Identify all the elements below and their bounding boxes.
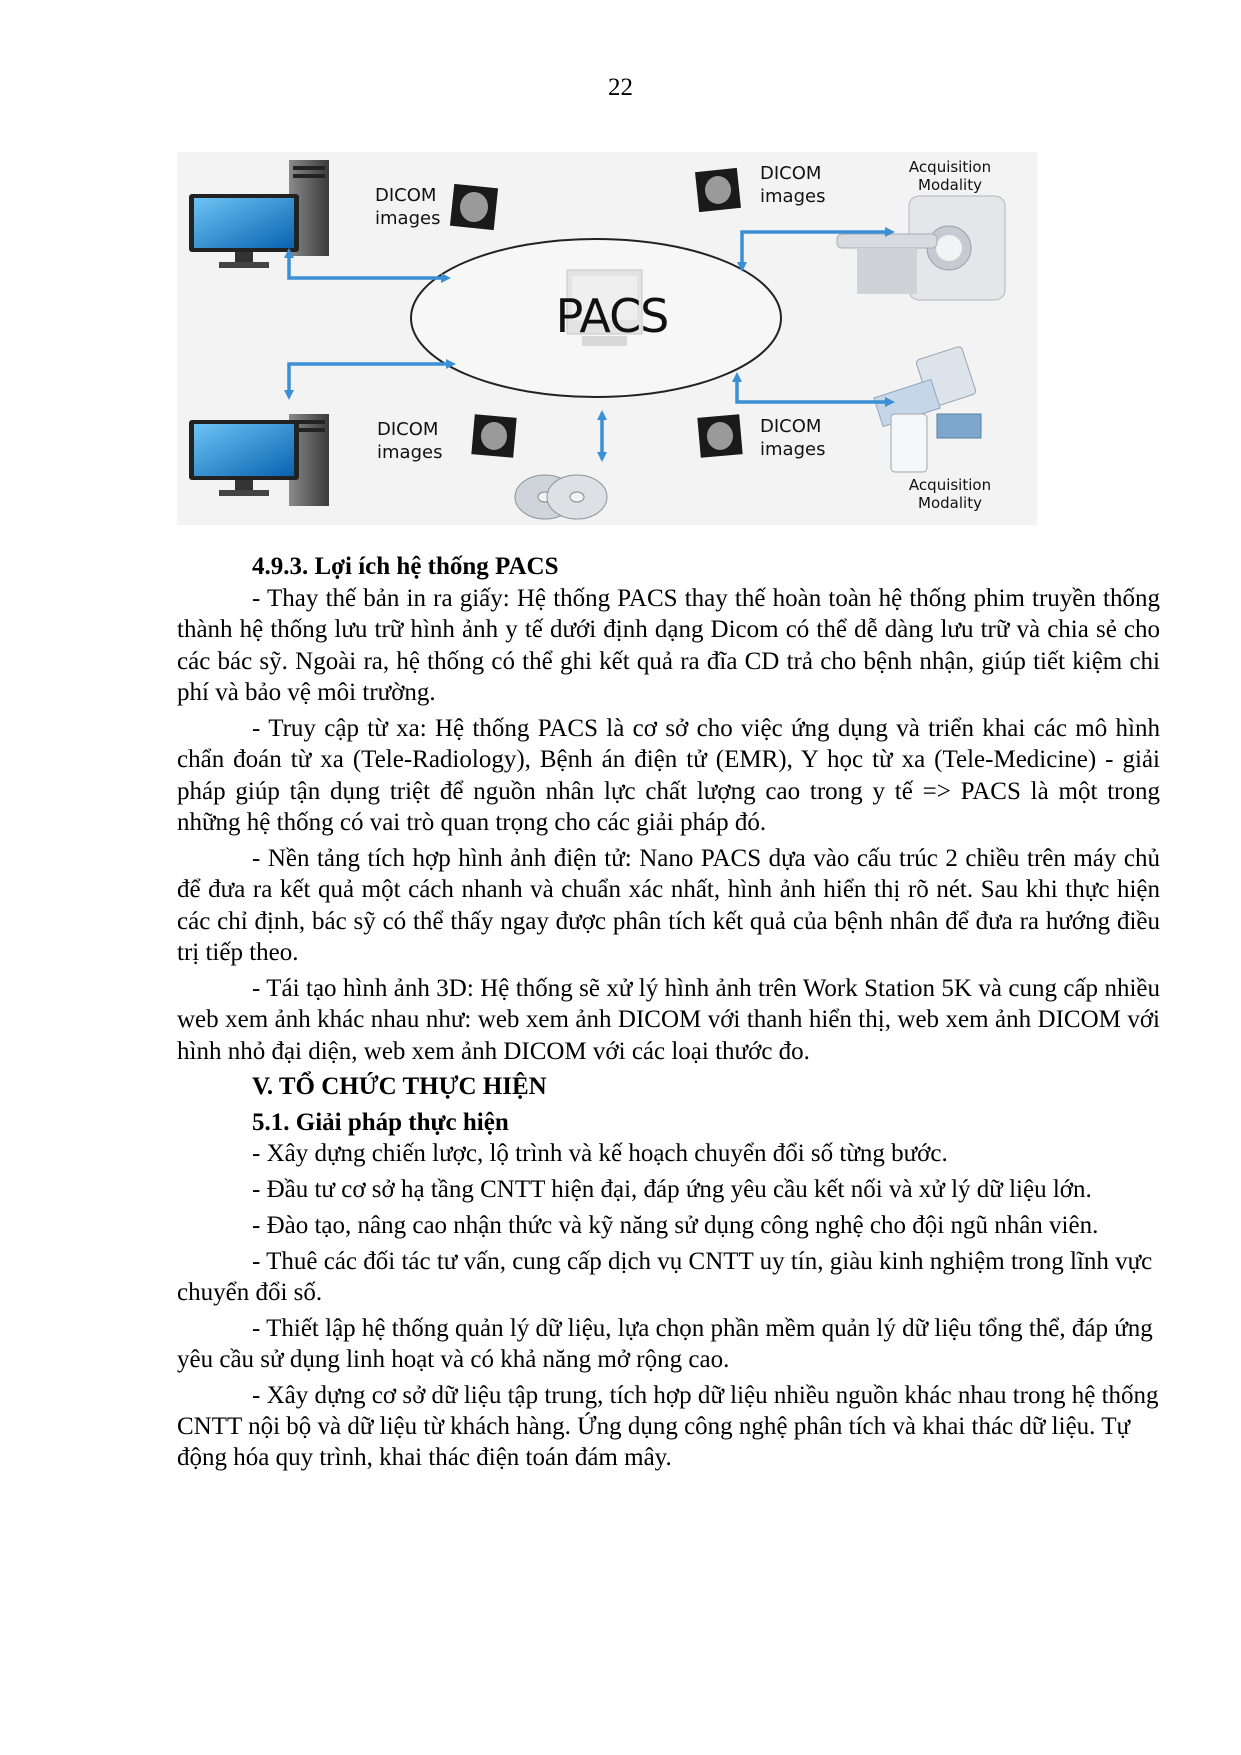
dicom-thumbnail-icon <box>471 414 516 458</box>
computer-bottom-left-icon <box>189 414 329 506</box>
document-body <box>177 551 1160 1478</box>
section-heading-4-9-3: 4.9.3. Lợi ích hệ thống PACS <box>252 553 559 580</box>
list-item: - Đầu tư cơ sở hạ tầng CNTT hiện đại, đáp ứng yêu cầu kết nối và xử lý dữ liệu lớn. <box>252 1176 1092 1203</box>
subsection-heading-5-1: 5.1. Giải pháp thực hiện <box>252 1108 509 1136</box>
arrow-bottom-right <box>737 376 891 402</box>
dicom-images-label: DICOM images <box>375 185 441 229</box>
pacs-center-label: PACS <box>555 289 669 343</box>
list-item: - Thuê các đối tác tư vấn, cung cấp dịch vụ CNTT uy tín, giàu kinh nghiệm trong lĩnh vực chuyển đổi số. <box>177 1248 1153 1306</box>
section-heading-v: V. TỔ CHỨC THỰC HIỆN <box>252 1073 547 1100</box>
dicom-thumbnail-icon <box>695 168 741 212</box>
cd-disc-icon <box>515 475 607 519</box>
list-item: - Đào tạo, nâng cao nhận thức và kỹ năng sử dụng công nghệ cho đội ngũ nhân viên. <box>252 1212 1099 1239</box>
paragraph: - Truy cập từ xa: Hệ thống PACS là cơ sở cho việc ứng dụng và triển khai các mô hình chẩn đoán từ xa (Tele-Radiology), Bệnh án điện tử (EMR), Y học từ xa (Tele-Medicine) - giải pháp giúp tận dụng triệt để nguồn nhân lực chất lượng cao trong y tế => PACS là một trong những hệ thống có vai trò quan trọng cho các giải pháp đó. <box>177 714 1160 836</box>
page-number: 22 <box>608 74 633 101</box>
list-item: - Xây dựng chiến lược, lộ trình và kế hoạch chuyển đổi số từng bước. <box>252 1140 948 1167</box>
arrow-bottom-left <box>289 364 452 396</box>
xray-machine-icon <box>874 346 981 472</box>
paragraph: - Thay thế bản in ra giấy: Hệ thống PACS thay thế hoàn toàn hệ thống phim truyền thống thành hệ thống lưu trữ hình ảnh y tế dưới định dạng Dicom có thể dễ dàng lưu trữ và chia sẻ cho các bác sỹ. Ngoài ra, hệ thống có thể ghi kết quả ra đĩa CD trả cho bệnh nhận, giúp tiết kiệm chi phí và bảo vệ môi trường. <box>177 584 1160 706</box>
paragraph: - Nền tảng tích hợp hình ảnh điện tử: Nano PACS dựa vào cấu trúc 2 chiều trên máy chủ để đưa ra kết quả một cách nhanh và chuẩn xác nhất, hình ảnh hiển thị rõ nét. Sau khi thực hiện các chỉ định, bác sỹ có thể thấy ngay được phân tích kết quả của bệnh nhân để đưa ra hướng điều trị tiếp theo. <box>177 844 1160 966</box>
dicom-images-label: DICOM images <box>760 163 826 207</box>
dicom-thumbnail-icon <box>450 184 498 230</box>
dicom-thumbnail-icon <box>697 414 742 458</box>
computer-top-left-icon <box>189 160 329 268</box>
dicom-images-label: DICOM images <box>377 419 443 463</box>
paragraph: - Tái tạo hình ảnh 3D: Hệ thống sẽ xử lý hình ảnh trên Work Station 5K và cung cấp nhiều web xem ảnh khác nhau như: web xem ảnh DICOM với thanh hiển thị, web xem ảnh DICOM với hình nhỏ đại diện, web xem ảnh DICOM với các loại thước đo. <box>177 974 1160 1065</box>
pacs-diagram <box>177 152 1037 525</box>
list-item: - Xây dựng cơ sở dữ liệu tập trung, tích hợp dữ liệu nhiều nguồn khác nhau trong hệ thống CNTT nội bộ và dữ liệu từ khách hàng. Ứng dụng công nghệ phân tích và khai thác dữ liệu. Tự động hóa quy trình, khai thác điện toán đám mây. <box>177 1382 1159 1471</box>
ct-scanner-icon <box>837 196 1005 300</box>
acquisition-modality-label: Acquisition Modality <box>908 158 992 194</box>
list-item: - Thiết lập hệ thống quản lý dữ liệu, lựa chọn phần mềm quản lý dữ liệu tổng thể, đáp ứng yêu cầu sử dụng linh hoạt và có khả năng mở rộng cao. <box>177 1315 1153 1373</box>
acquisition-modality-label: Acquisition Modality <box>908 476 992 512</box>
dicom-images-label: DICOM images <box>760 416 826 460</box>
